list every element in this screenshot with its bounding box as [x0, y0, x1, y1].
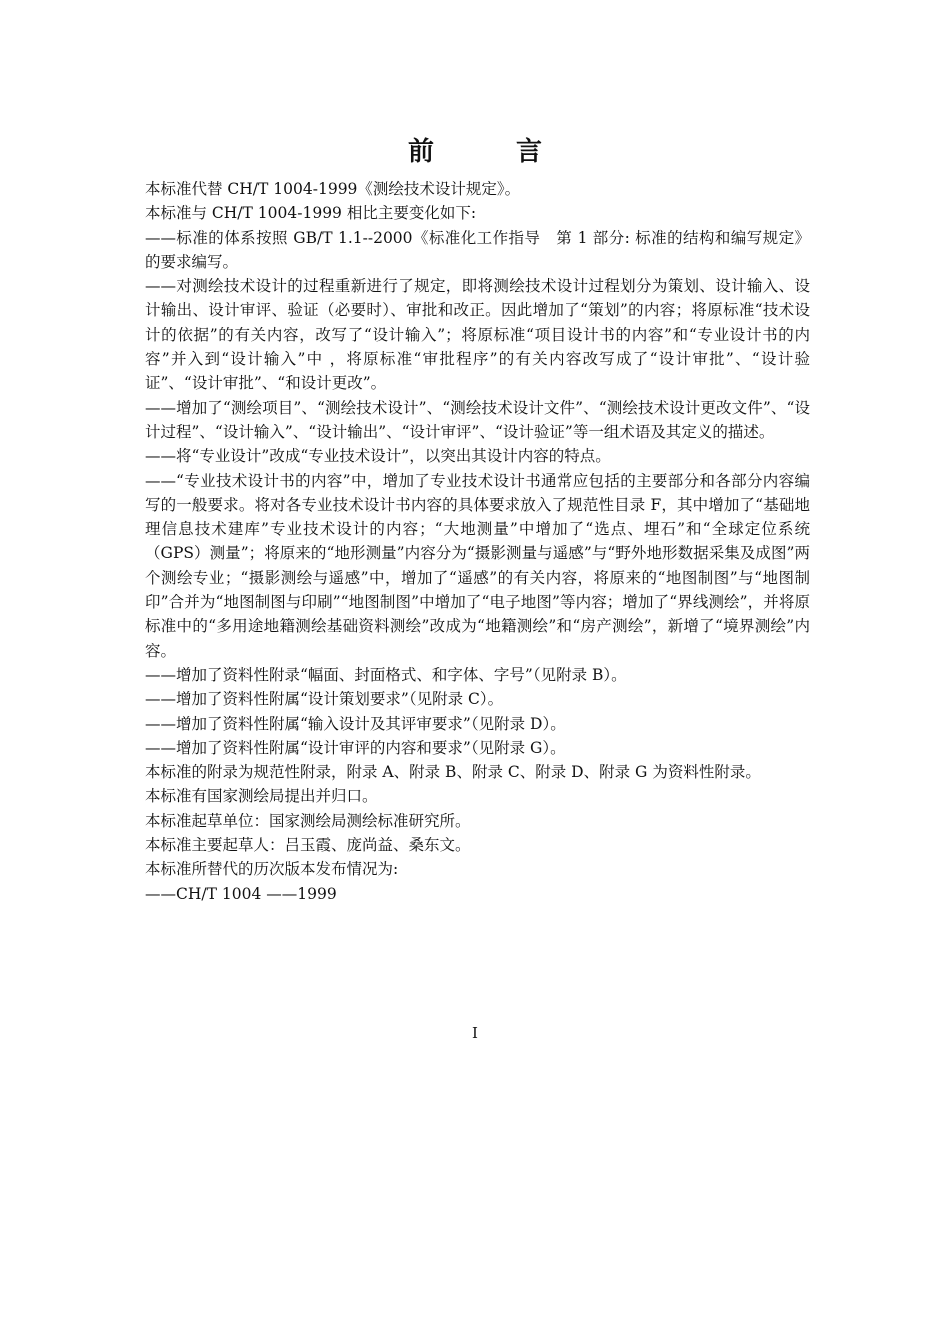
- paragraph-main-changes-intro: 本标准与 CH/T 1004-1999 相比主要变化如下:: [145, 204, 477, 223]
- paragraph-change-professional-design: ——将“专业设计”改成“专业技术设计”，以突出其设计内容的特点。: [145, 447, 611, 466]
- paragraph-added-appendix-g: ——增加了资料性附属“设计审评的内容和要求”（见附录 G）。: [145, 738, 566, 757]
- paragraph-change-terms: ——增加了“测绘项目”、“测绘技术设计”、“测绘技术设计文件”、“测绘技术设计更改文件”、“设计过程”、“设计输入”、“设计输出”、“设计审评”、“设计验证”等一组术语及其定义的描述。: [145, 398, 810, 441]
- paragraph-main-drafters: 本标准主要起草人：吕玉霞、庞尚益、桑东文。: [145, 836, 471, 855]
- paragraph-change-design-book-content: ——“专业技术设计书的内容”中，增加了专业技术设计书通常应包括的主要部分和各部分内容编写的一般要求。将对各专业技术设计书内容的具体要求放入了规范性目录 F，其中增加了“基础地理信息技术建库”专业技术设计的内容；“大地测量”中增加了“选点、埋石”和“全球定位系统（GPS）测量”；将原来的“地形测量”内容分为“摄影测量与遥感”与“野外地形数据采集及成图”两个测绘专业；“摄影测绘与遥感”中，增加了“遥感”的有关内容，将原来的“地图制图”与“地图制印”合并为“地图制图与印刷”“地图制图”中增加了“电子地图”等内容；增加了“界线测绘”，并将原标准中的“多用途地籍测绘基础资料测绘”改成为“地籍测绘”和“房产测绘”，新增了“境界测绘”内容。: [145, 471, 810, 660]
- paragraph-change-system: ——标准的体系按照 GB/T 1.1--2000《标准化工作指导 第 1 部分: 标准的结构和编写规定》的要求编写。: [145, 228, 810, 271]
- paragraph-replaces-standard: 本标准代替 CH/T 1004-1999《测绘技术设计规定》。: [145, 180, 521, 198]
- paragraph-added-appendix-c: ——增加了资料性附属“设计策划要求”（见附录 C）。: [145, 690, 504, 709]
- page-number: I: [472, 1024, 478, 1042]
- paragraph-added-appendix-b: ——增加了资料性附录“幅面、封面格式、和字体、字号”（见附录 B）。: [145, 665, 627, 684]
- paragraph-previous-editions-intro: 本标准所替代的历次版本发布情况为:: [145, 860, 399, 879]
- paragraph-previous-edition: ——CH/T 1004 ——1999: [145, 884, 337, 903]
- paragraph-added-appendix-d: ——增加了资料性附属“输入设计及其评审要求”（见附录 D）。: [145, 714, 566, 733]
- page-title: 前 言: [407, 137, 570, 167]
- paragraph-drafting-unit: 本标准起草单位：国家测绘局测绘标准研究所。: [145, 811, 471, 830]
- document-body: [145, 177, 810, 906]
- paragraph-change-design-process: ——对测绘技术设计的过程重新进行了规定，即将测绘技术设计过程划分为策划、设计输入、设计输出、设计审评、验证（必要时）、审批和改正。因此增加了“策划”的内容；将原标准“技术设计的依据”的有关内容，改写了“设计输入”；将原标准“项目设计书的内容”和“专业设计书的内容”并入到“设计输入”中 ，将原标准“审批程序”的有关内容改写成了“设计审批”、“设计验证”、“设计审批”、“和设计更改”。: [145, 277, 810, 393]
- paragraph-proposed-by: 本标准有国家测绘局提出并归口。: [145, 787, 378, 806]
- paragraph-appendix-types: 本标准的附录为规范性附录，附录 A、附录 B、附录 C、附录 D、附录 G 为资料性附录。: [145, 763, 761, 782]
